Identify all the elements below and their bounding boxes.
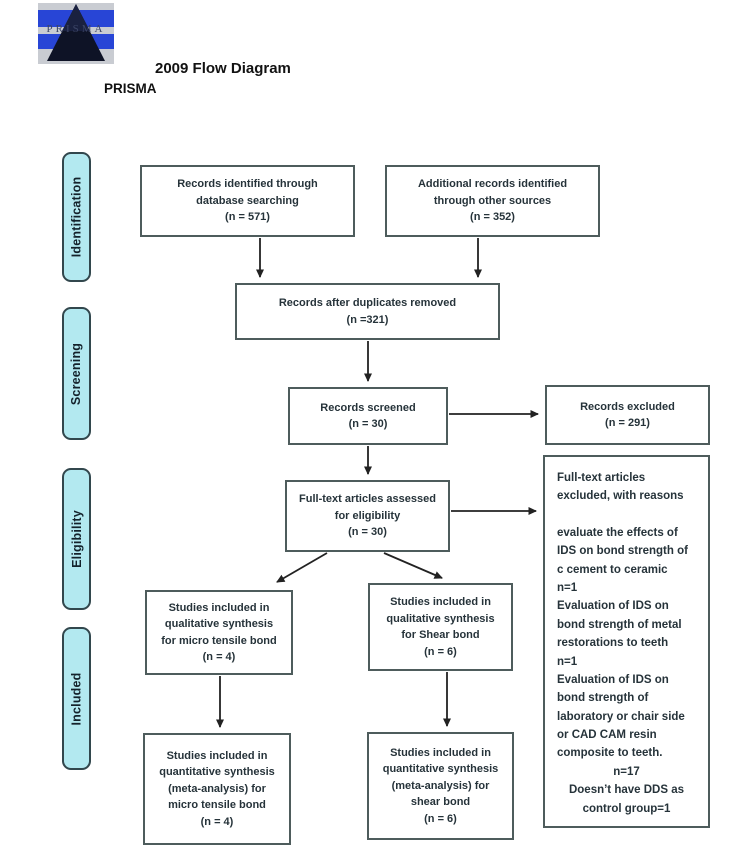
box-text: micro tensile bond	[168, 799, 266, 812]
box-records-screened	[288, 387, 448, 445]
box-text: Records screened	[320, 401, 416, 414]
box-count: (n = 352)	[470, 211, 515, 224]
box-qualitative-micro-tensile	[145, 590, 293, 675]
page-title: 2009 Flow Diagram	[155, 60, 291, 77]
box-count: (n = 6)	[424, 812, 457, 825]
prisma-logo-text: PRISMA	[46, 23, 106, 35]
stage-eligibility-label: Eligibility	[69, 510, 84, 568]
prisma-logo	[38, 3, 114, 64]
box-text: through other sources	[433, 194, 552, 207]
box-fulltext-assessed	[285, 480, 450, 552]
box-text: Studies included in	[168, 601, 270, 614]
arrow-fulltext-to-qual-shear	[384, 553, 442, 578]
box-records-database	[140, 165, 355, 237]
box-quantitative-shear	[367, 732, 514, 840]
box-text: qualitative synthesis	[164, 618, 274, 630]
box-text: Full-text articles assessed	[299, 493, 436, 506]
page-subtitle: PRISMA	[104, 81, 157, 96]
box-text: for micro tensile bond	[161, 634, 277, 647]
box-records-excluded	[545, 385, 710, 445]
box-count: (n = 571)	[225, 211, 270, 224]
box-text: Studies included in	[166, 749, 268, 762]
box-count: (n = 6)	[424, 645, 457, 658]
arrow-fulltext-to-qual-micro	[277, 553, 327, 582]
box-text: Studies included in	[390, 746, 491, 759]
exclusion-count: n=1	[557, 581, 578, 594]
exclusion-count: n=1	[557, 655, 578, 668]
box-text: (meta-analysis) for	[168, 782, 266, 795]
exclusion-title: Full-text articles excluded, with reasons	[557, 472, 684, 503]
box-text: qualitative synthesis	[386, 612, 495, 625]
exclusion-reason: Doesn’t have DDS as control group=1	[568, 784, 685, 815]
exclusion-reason: Evaluation of IDS on bond strength of metal restorations to teeth	[557, 600, 682, 650]
box-text: quantitative synthesis	[159, 766, 275, 779]
box-text: for Shear bond	[401, 629, 480, 641]
box-text: Studies included in	[390, 596, 491, 608]
stage-identification-label: Identification	[69, 176, 84, 258]
stage-screening	[62, 307, 91, 440]
exclusion-reason: Evaluation of IDS on bond strength of laboratory or chair side or CAD CAM resin composite to teeth.	[557, 673, 685, 760]
prisma-logo-icon	[38, 3, 114, 64]
exclusion-reason: evaluate the effects of IDS on bond strength of c cement to ceramic	[557, 526, 688, 576]
box-text: Records excluded	[580, 400, 675, 413]
stage-included	[62, 627, 91, 770]
box-qualitative-shear	[368, 583, 513, 671]
box-count: (n = 291)	[605, 417, 650, 429]
box-text: Records after duplicates removed	[278, 297, 457, 309]
box-duplicates-removed	[235, 283, 500, 340]
box-fulltext-excluded-reasons	[543, 455, 710, 828]
box-text: (meta-analysis) for	[391, 779, 490, 792]
box-count: (n =321)	[346, 313, 389, 326]
box-text: for eligibility	[334, 509, 401, 522]
box-text: shear bond	[410, 796, 471, 809]
box-count: (n = 30)	[348, 526, 387, 539]
exclusion-count: n=17	[613, 765, 640, 778]
stage-included-label: Included	[69, 672, 84, 725]
box-records-other-sources	[385, 165, 600, 237]
box-count: (n = 30)	[348, 418, 388, 430]
box-count: (n = 4)	[202, 651, 236, 663]
box-quantitative-micro-tensile	[143, 733, 291, 845]
stage-identification	[62, 152, 91, 282]
box-count: (n = 4)	[200, 815, 234, 828]
stage-screening-label: Screening	[69, 342, 84, 405]
stage-eligibility	[62, 468, 91, 610]
box-text: quantitative synthesis	[382, 763, 499, 776]
box-text: Records identified through	[177, 178, 318, 191]
box-text: Additional records identified	[417, 178, 568, 191]
box-text: database searching	[196, 194, 299, 207]
